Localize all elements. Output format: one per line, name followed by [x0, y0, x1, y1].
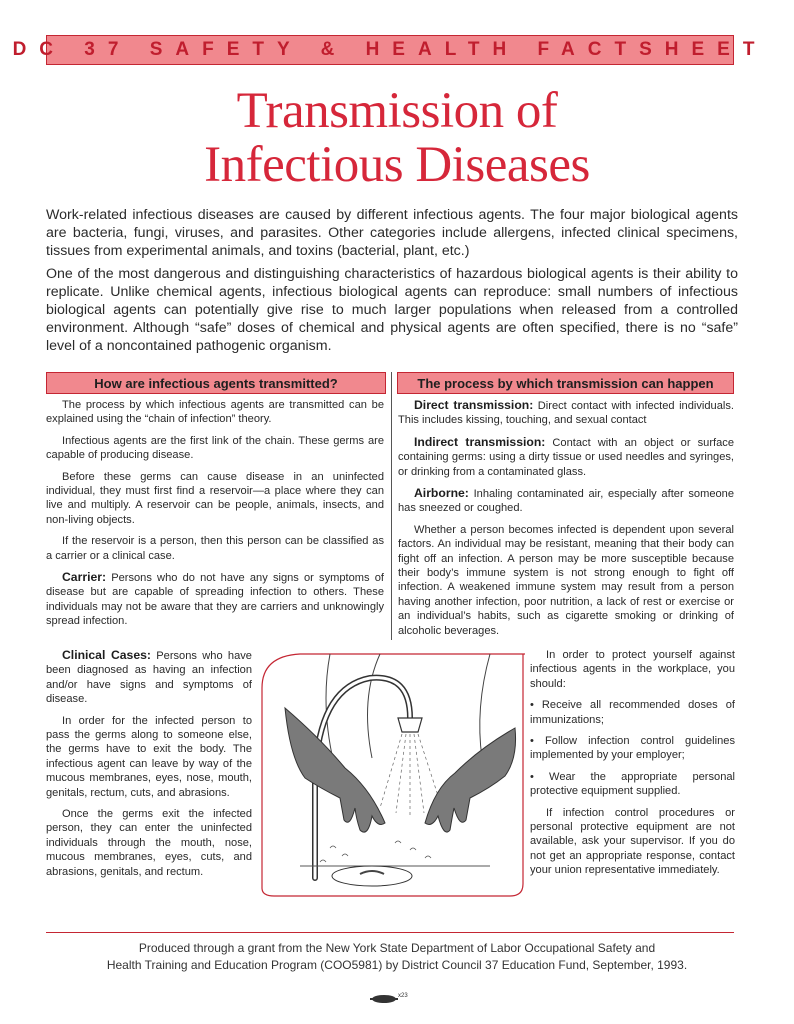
- reservoir-paragraph: Before these germs can cause disease in an uninfected individual, they must first find a reservoir—a place where they can live and multiply. A reservoir can be people, animals, insects, and non-living objects.: [46, 470, 384, 526]
- footer-line-1: Produced through a grant from the New York State Department of Labor Occupational Safety and: [138, 941, 656, 955]
- union-bug-number: x23: [398, 993, 408, 999]
- bullet-ppe: • Wear the appropriate personal protective equipment supplied.: [530, 770, 735, 798]
- intro-paragraph-1: Work-related infectious diseases are caused by different infectious agents. The four major biological agents are bacteria, fungi, viruses, and parasites. Other categories include allergens, infected clinical specimens, tissues from experimental animals, and toxins (bacterial, plant, etc.): [46, 207, 738, 259]
- clinical-definition: Persons who have been diagnosed as having an infection and/or have signs and symptoms of disease.: [46, 650, 252, 706]
- lower-left-text: [46, 648, 252, 886]
- indirect-definition: Contact with an object or surface containing germs: using a dirty tissue or used needles and syringes, or drinking from a contaminated glass.: [398, 436, 734, 478]
- left-column-text: [46, 398, 384, 636]
- carrier-term: Carrier:: [62, 570, 107, 585]
- chain-paragraph: The process by which infectious agents are transmitted can be explained using the “chain of infection” theory.: [46, 399, 384, 426]
- entry-paragraph: Once the germs exit the infected person, they can enter the uninfected individuals through the mouth, nose, mucous membranes, eyes, cuts, and abrasions, genitals, and rectum.: [46, 808, 252, 878]
- bullet-guidelines: • Follow infection control guidelines implemented by your employer;: [530, 735, 735, 762]
- exit-paragraph: In order for the infected person to pass the germs along to someone else, the germs have to exit the body. The infectious agent can leave by way of the mucous membranes, eyes, nose, mouth, genitals, rectum, cuts, and abrasions.: [46, 714, 252, 799]
- clinical-term: Clinical Cases:: [62, 648, 151, 662]
- banner-text: DC 37 SAFETY & HEALTH FACTSHEET: [12, 39, 768, 60]
- agents-paragraph: Infectious agents are the first link of the chain. These germs are capable of producing disease.: [46, 434, 384, 462]
- airborne-paragraph: [398, 486, 734, 516]
- bullet-immunizations: • Receive all recommended doses of immunizations;: [530, 699, 735, 726]
- susceptibility-paragraph: Whether a person becomes infected is dependent upon several factors. An individual may be resistant, meaning that their body can fight off an infection. A person may be more susceptible because their body’s immune system is not strong enough to fight off infection. A weakened immune system may result from a person having another infection, poor nutrition, a lack of rest or exercise or an individual’s habits, such as cigarette smoking or drinking of alcoholic beverages.: [398, 523, 734, 637]
- escalation-paragraph: If infection control procedures or personal protective equipment are not available, ask your supervisor. If you do not get an appropriate response, contact your union representative immediately.: [530, 806, 735, 877]
- indirect-paragraph: [398, 435, 734, 479]
- protect-paragraph: In order to protect yourself against infectious agents in the workplace, you should:: [530, 649, 735, 690]
- direct-paragraph: [398, 398, 734, 428]
- indirect-term: Indirect transmission:: [414, 434, 546, 449]
- footer-line-2: Health Training and Education Program (COO5981) by District Council 37 Education Fund, September, 1993.: [106, 958, 688, 972]
- right-column-text: [398, 398, 734, 645]
- footer-credit: [46, 940, 748, 974]
- intro-paragraph-2: One of the most dangerous and distinguishing characteristics of hazardous biological agents is their ability to replicate. Unlike chemical agents, infectious biological agents can reproduce: small numbers of infectious biological agents can potentially give rise to much larger populations when released from a controlled environment. Although “safe” doses of chemical and physical agents are often specified, there is no “safe” level of a noncontained pathogenic organism.: [46, 266, 738, 354]
- direct-definition: Direct contact with infected individuals. This includes kissing, touching, and sexual contact: [398, 400, 734, 427]
- clinical-paragraph: [46, 648, 252, 707]
- page-title-line-2: Infectious Diseases: [204, 137, 590, 193]
- footer-rule: [46, 932, 734, 933]
- page-title-line-1: Transmission of: [236, 83, 558, 139]
- airborne-definition: Inhaling contaminated air, especially after someone has sneezed or coughed.: [398, 488, 734, 515]
- carrier-paragraph: [46, 570, 384, 629]
- left-column-heading: How are infectious agents transmitted?: [46, 372, 386, 394]
- airborne-term: Airborne:: [414, 486, 469, 501]
- handwashing-illustration: [260, 648, 525, 898]
- right-column-heading: The process by which transmission can happen: [397, 372, 734, 394]
- factsheet-banner: [12, 35, 768, 65]
- union-bug-icon: [362, 993, 422, 1005]
- column-divider: [391, 372, 392, 640]
- classification-paragraph: If the reservoir is a person, then this person can be classified as a carrier or a clinical case.: [46, 535, 384, 562]
- lower-right-text: [530, 648, 735, 885]
- direct-term: Direct transmission:: [414, 398, 534, 412]
- carrier-definition: Persons who do not have any signs or symptoms of disease but are capable of spreading infection to others. These individuals may not be aware that they are carriers and unknowingly spread infection.: [46, 572, 384, 628]
